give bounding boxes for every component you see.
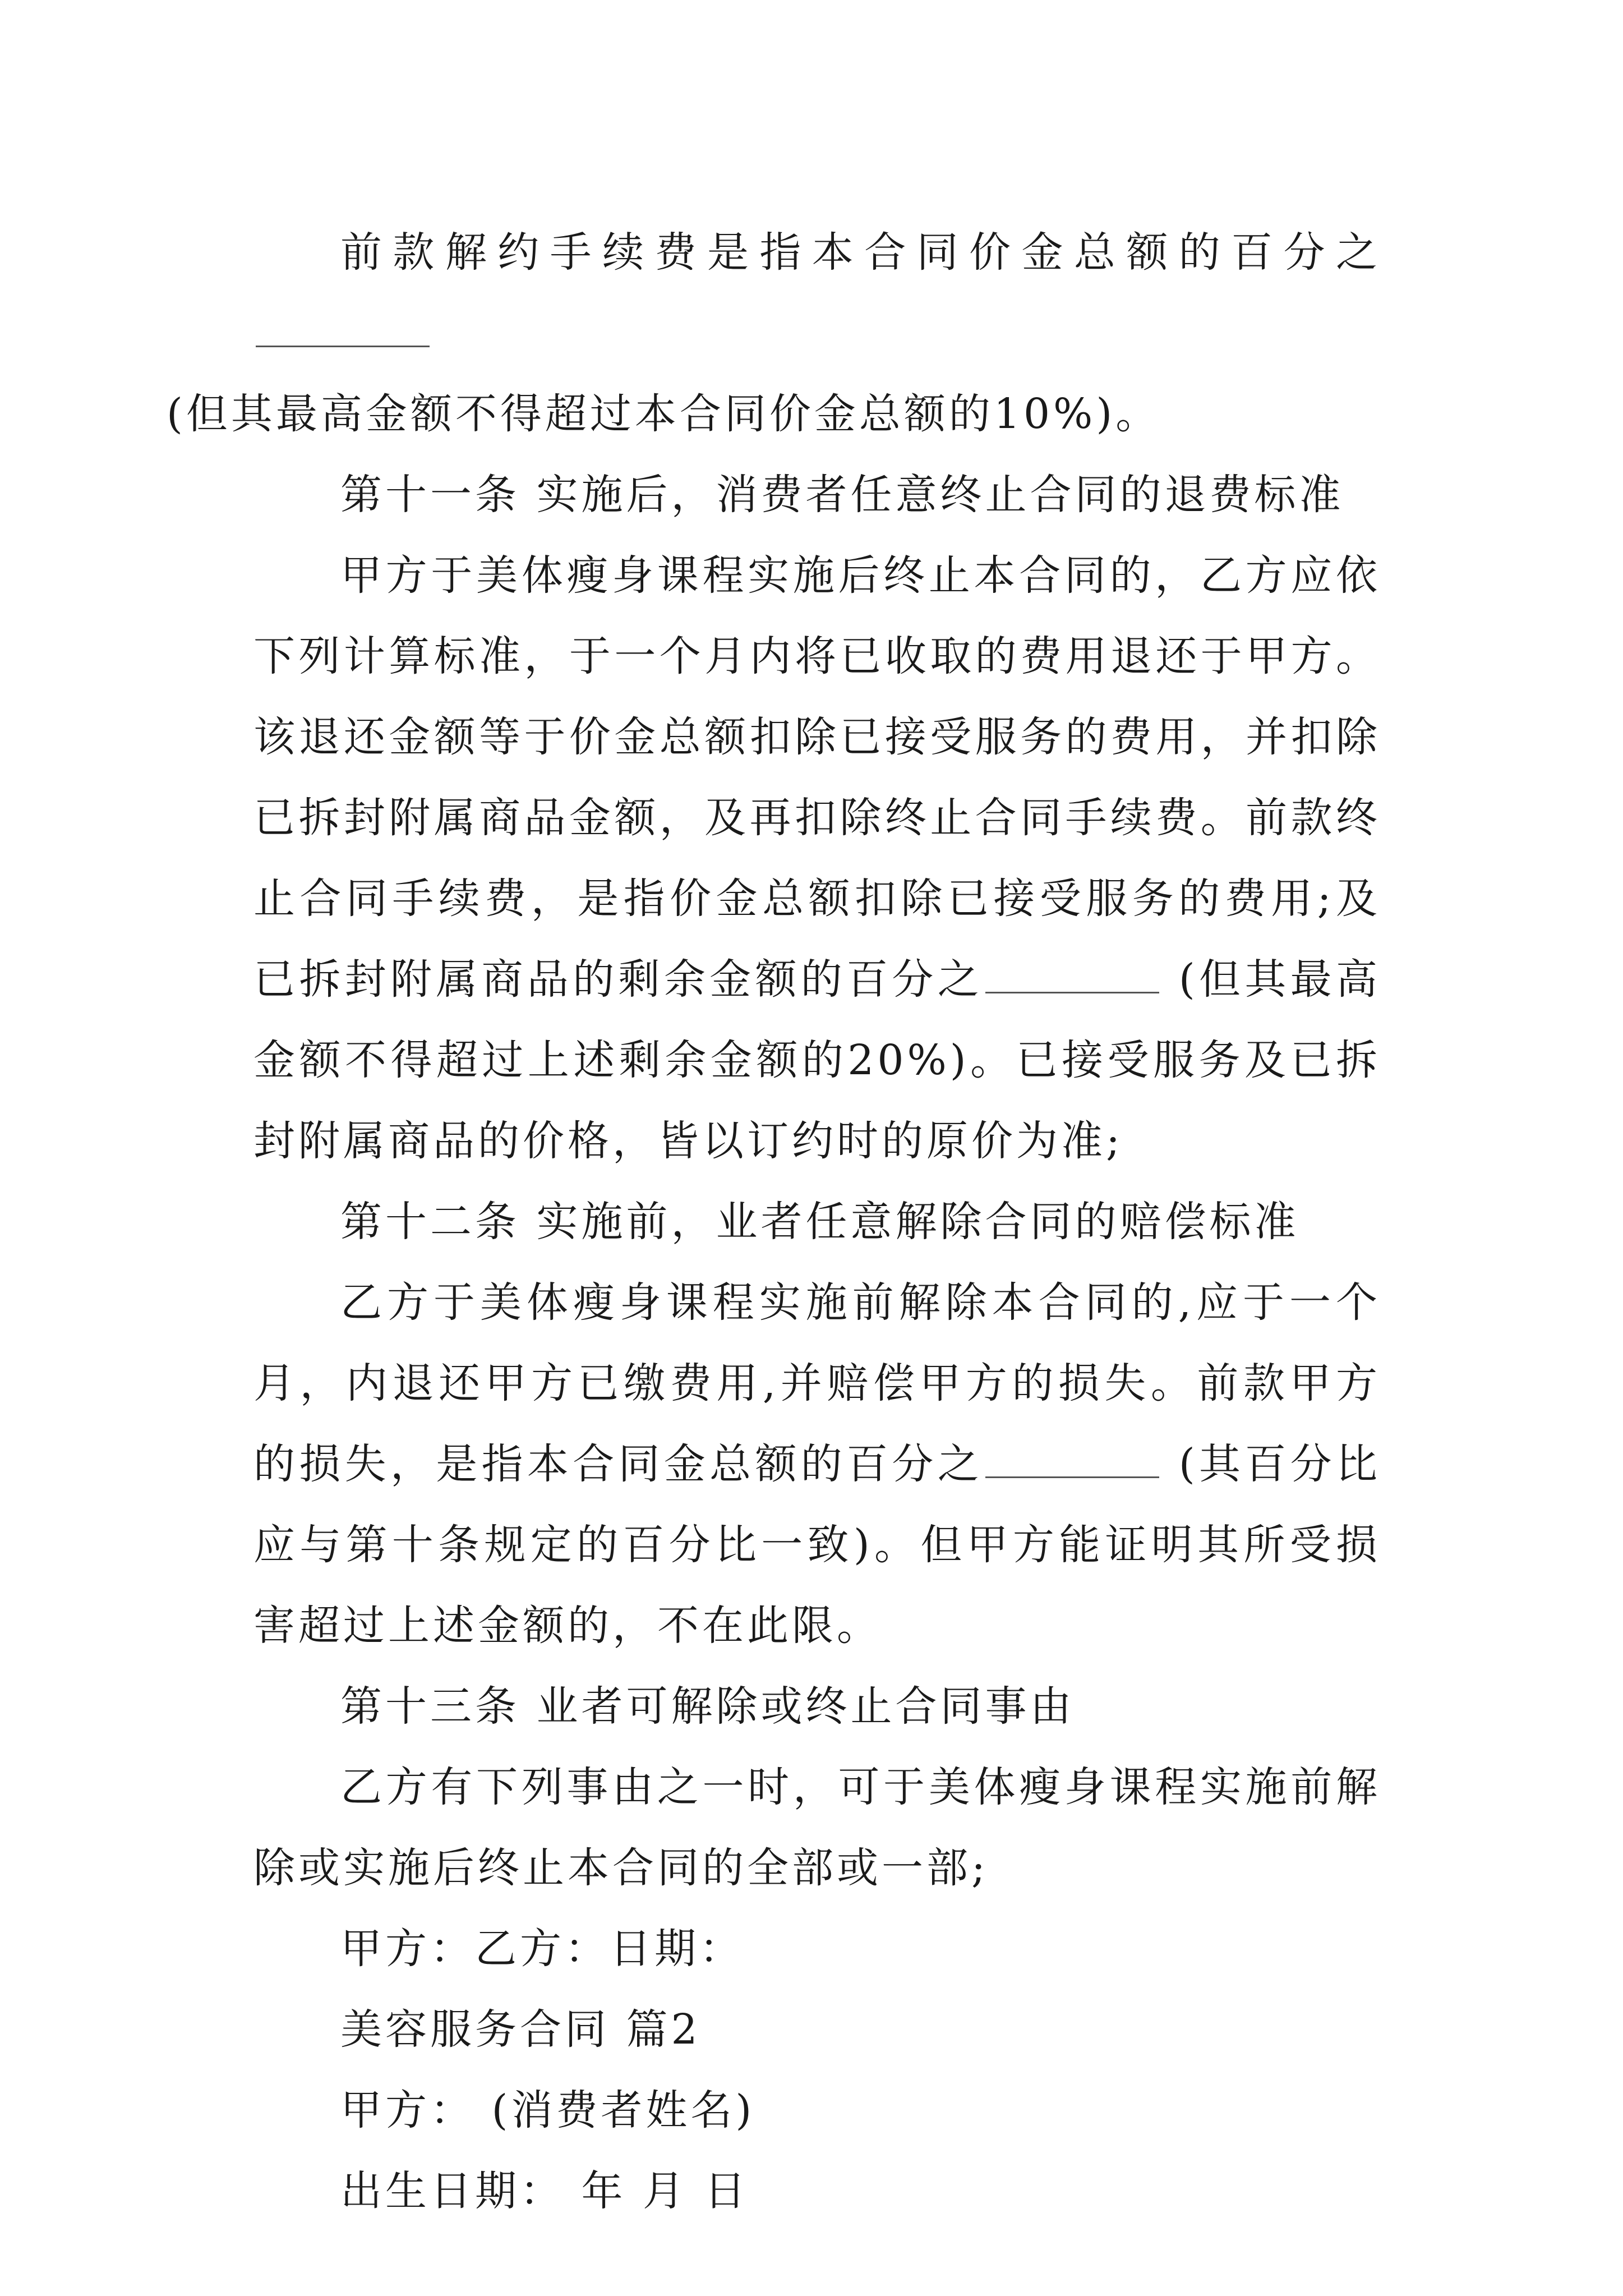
fill-in-blank[interactable] <box>985 1442 1159 1478</box>
section-title-text: 美容服务合同 篇2 <box>340 2005 701 2054</box>
paragraph-text: 乙方于美体瘦身课程实施前解除本合同的,应于一个月，内退还甲方已缴费用,并赔偿甲方的损失。前款甲方的损失，是指本合同金总额的百分之 <box>253 1278 1381 1488</box>
paragraph-text: 前款解约手续费是指本合同价金总额的百分之 <box>340 228 1381 277</box>
party-a-text: 甲方： (消费者姓名) <box>340 2086 755 2134</box>
paragraph-text: (但其最高金额不得超过上述剩余金额的20%)。已接受服务及已拆封附属商品的价格，皆以订约时的原价为准; <box>253 955 1381 1165</box>
article-11-heading <box>253 454 1381 535</box>
document-body <box>167 212 1381 2231</box>
paragraph-text: (其百分比应与第十条规定的百分比一致)。但甲方能证明其所受损害超过上述金额的，不在此限。 <box>253 1440 1381 1650</box>
section-title-contract-2 <box>253 1989 1381 2070</box>
birth-date-line <box>253 2151 1381 2231</box>
birth-date-text: 出生日期： 年 月 日 <box>340 2167 749 2215</box>
party-a-line <box>253 2070 1381 2151</box>
article-13-heading <box>253 1666 1381 1747</box>
heading-text: 第十一条 实施后，消费者任意终止合同的退费标准 <box>340 471 1344 519</box>
paragraph-text: (但其最高金额不得超过本合同价金总额的10%)。 <box>167 390 1161 438</box>
paragraph-article-13-body <box>253 1747 1381 1908</box>
heading-text: 第十二条 实施前，业者任意解除合同的赔偿标准 <box>340 1198 1299 1246</box>
signature-line <box>253 1908 1381 1989</box>
paragraph-termination-fee <box>167 212 1381 454</box>
paragraph-text: 乙方有下列事由之一时，可于美体瘦身课程实施前解除或实施后终止本合同的全部或一部; <box>253 1763 1381 1892</box>
paragraph-article-11-body <box>253 535 1381 1181</box>
article-12-heading <box>253 1181 1381 1262</box>
fill-in-blank[interactable] <box>985 957 1159 993</box>
fill-in-blank[interactable] <box>256 311 430 347</box>
paragraph-text: 甲方于美体瘦身课程实施后终止本合同的，乙方应依下列计算标准，于一个月内将已收取的费用退还于甲方。该退还金额等于价金总额扣除已接受服务的费用，并扣除已拆封附属商品金额，及再扣除终止合同手续费。前款终止合同手续费，是指价金总额扣除已接受服务的费用;及已拆封附属商品的剩余金额的百分之 <box>253 551 1381 1004</box>
heading-text: 第十三条 业者可解除或终止合同事由 <box>340 1682 1075 1731</box>
paragraph-article-12-body <box>253 1262 1381 1666</box>
signature-text: 甲方：乙方：日期： <box>340 1925 744 1973</box>
